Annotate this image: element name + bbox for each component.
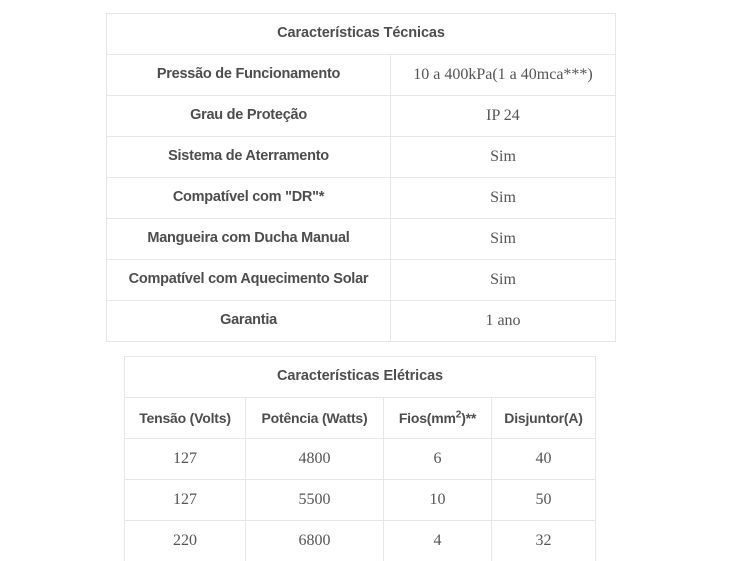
row-value: Sim xyxy=(391,219,616,260)
row-label: Compatível com "DR"* xyxy=(107,178,391,219)
cell-fios: 10 xyxy=(384,480,492,521)
table-row xyxy=(107,55,616,96)
cell-disjuntor: 32 xyxy=(492,521,596,561)
cell-tensao: 127 xyxy=(125,439,246,480)
column-header-disjuntor: Disjuntor(A) xyxy=(492,398,596,439)
table-row xyxy=(125,439,596,480)
row-label: Garantia xyxy=(107,301,391,342)
row-value: 10 a 400kPa(1 a 40mca***) xyxy=(391,55,616,96)
table-row xyxy=(125,480,596,521)
table-row xyxy=(107,137,616,178)
table-row xyxy=(107,219,616,260)
cell-disjuntor: 40 xyxy=(492,439,596,480)
row-label: Grau de Proteção xyxy=(107,96,391,137)
table-header-row xyxy=(125,398,596,439)
cell-fios: 6 xyxy=(384,439,492,480)
table-title-row xyxy=(125,357,596,398)
table-row xyxy=(125,521,596,561)
technical-characteristics-table xyxy=(106,13,616,342)
table-title-row xyxy=(107,14,616,55)
table-row xyxy=(107,260,616,301)
cell-fios: 4 xyxy=(384,521,492,561)
row-value: Sim xyxy=(391,260,616,301)
column-header-fios-superscript: 2 xyxy=(455,408,462,420)
column-header-fios xyxy=(384,398,492,439)
row-label: Mangueira com Ducha Manual xyxy=(107,219,391,260)
row-value: Sim xyxy=(391,178,616,219)
table-row xyxy=(107,301,616,342)
column-header-tensao: Tensão (Volts) xyxy=(125,398,246,439)
electrical-table-title: Características Elétricas xyxy=(125,357,596,398)
cell-potencia: 4800 xyxy=(246,439,384,480)
row-label: Sistema de Aterramento xyxy=(107,137,391,178)
table-row xyxy=(107,96,616,137)
cell-tensao: 220 xyxy=(125,521,246,561)
electrical-characteristics-table xyxy=(124,356,596,561)
cell-disjuntor: 50 xyxy=(492,480,596,521)
row-label: Pressão de Funcionamento xyxy=(107,55,391,96)
technical-table-title: Características Técnicas xyxy=(107,14,616,55)
row-label: Compatível com Aquecimento Solar xyxy=(107,260,391,301)
row-value: Sim xyxy=(391,137,616,178)
cell-potencia: 6800 xyxy=(246,521,384,561)
column-header-fios-prefix: Fios(mm xyxy=(398,409,456,426)
row-value: IP 24 xyxy=(391,96,616,137)
cell-tensao: 127 xyxy=(125,480,246,521)
table-row xyxy=(107,178,616,219)
column-header-fios-suffix: )** xyxy=(461,409,477,426)
row-value: 1 ano xyxy=(391,301,616,342)
cell-potencia: 5500 xyxy=(246,480,384,521)
column-header-potencia: Potência (Watts) xyxy=(246,398,384,439)
